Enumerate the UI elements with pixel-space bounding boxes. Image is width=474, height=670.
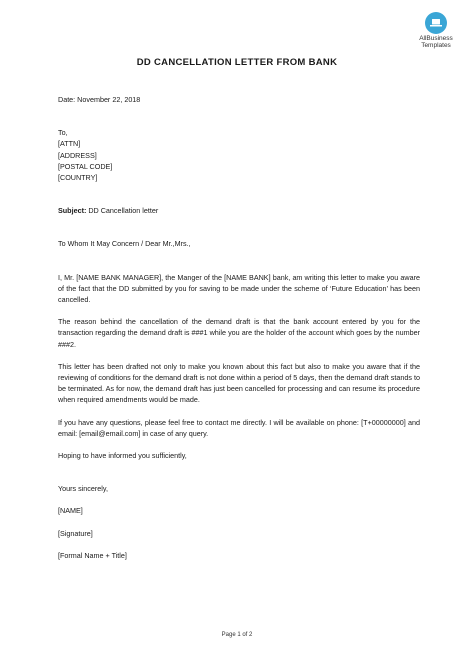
subject-line: [58, 205, 420, 216]
paragraph-contact: If you have any questions, please feel free to contact me directly. I will be available on phone: [T+00000000] and email: [email@email.com] in case of any query.: [58, 417, 420, 438]
logo-line-2: Templates: [421, 42, 451, 49]
subject-label: Subject:: [58, 206, 87, 216]
letter-body: [58, 94, 420, 561]
closing: Yours sincerely,: [58, 484, 108, 494]
paragraph-conditions: This letter has been drafted not only to make you known about this fact but also to make you aware that if the reviewing of conditions for the demand draft is not done within a period of 5 days, then the demand draft stands to be terminated. As for now, the demand draft has just been cancelled for processing and can resume its procedure when required amendments would be made.: [58, 361, 420, 405]
laptop-icon: [425, 12, 447, 34]
recipient-country: [COUNTRY]: [58, 173, 98, 183]
recipient-attn: [ATTN]: [58, 139, 81, 149]
logo-text: [408, 35, 464, 49]
paragraph-reason: The reason behind the cancellation of the demand draft is that the bank account entered by you for the transaction regarding the demand draft is ###1 while you are the holder of the account which goes by the number ###2.: [58, 317, 420, 349]
allbusiness-templates-logo: [408, 12, 464, 49]
recipient-postal-code: [POSTAL CODE]: [58, 161, 113, 171]
recipient-to: To,: [58, 128, 68, 138]
recipient-address: [ADDRESS]: [58, 150, 97, 160]
paragraph-closing-remark: Hoping to have informed you sufficiently,: [58, 451, 187, 461]
subject-text: DD Cancellation letter: [86, 206, 159, 216]
page-number: Page 1 of 2: [221, 632, 253, 638]
laptop-icon-glyph: [429, 18, 443, 28]
paragraph-intro: I, Mr. [NAME BANK MANAGER], the Manger of the [NAME BANK] bank, am writing this letter to make you aware of the fact that the DD submitted by you for saving to be made under the scheme of ‘Future Education’ has been cancelled.: [58, 272, 420, 305]
sender-name: [NAME]: [58, 506, 83, 516]
letter-title: DD CANCELLATION LETTER FROM BANK: [136, 57, 338, 68]
sender-formal-name: [Formal Name + Title]: [58, 550, 127, 560]
logo-line-1: AllBusiness: [419, 35, 453, 42]
sender-signature: [Signature]: [58, 528, 93, 538]
salutation: To Whom It May Concern / Dear Mr.,Mrs.,: [58, 239, 191, 249]
letter-date: Date: November 22, 2018: [58, 95, 141, 104]
